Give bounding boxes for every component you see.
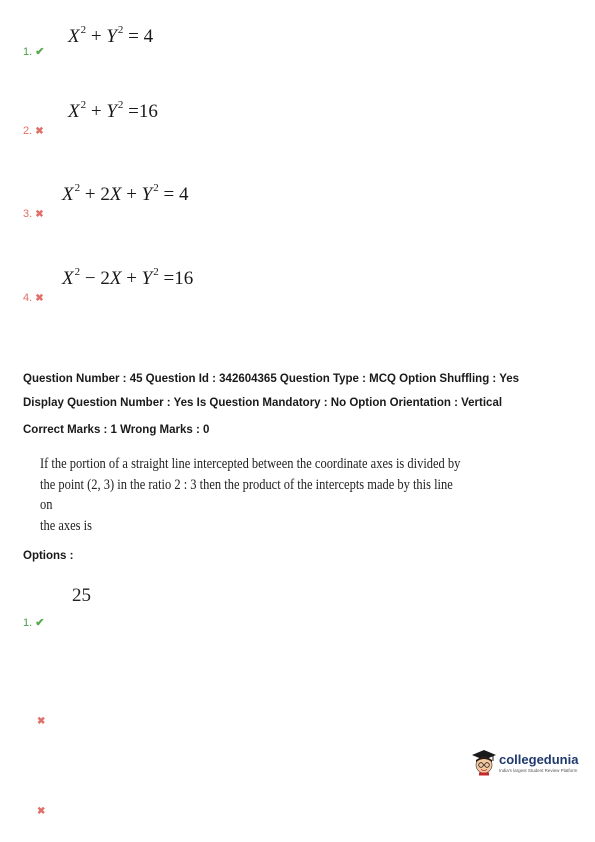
cross-icon: ✖ — [35, 125, 44, 137]
question-text — [40, 454, 461, 536]
prev-option-2-number: 2. ✖ — [23, 125, 44, 137]
option-1-number: 1. ✔ — [23, 616, 45, 629]
option-1-value: 25 — [72, 585, 91, 606]
cross-icon: ✖ — [35, 292, 44, 304]
prev-option-3-equation: $X^2 + 2X + Y^2 = 4$ — [62, 182, 189, 205]
question-line-3: the axes is — [40, 517, 92, 534]
question-meta-line-1: Question Number : 45 Question Id : 342604365 Question Type : MCQ Option Shuffling : Yes — [23, 373, 520, 385]
logo-name: collegedunia — [499, 751, 579, 767]
collegedunia-logo — [471, 748, 578, 776]
prev-option-4-equation: $X^2 - 2X + Y^2 =16$ — [62, 266, 194, 289]
prev-option-3-number: 3. ✖ — [23, 208, 44, 220]
prev-option-2-equation: $X^2 + Y^2 =16$ — [68, 99, 158, 122]
cross-icon: ✖ — [37, 716, 46, 727]
graduate-mascot-icon — [471, 748, 497, 776]
question-meta-line-3: Correct Marks : 1 Wrong Marks : 0 — [23, 424, 210, 436]
prev-option-4-number: 4. ✖ — [23, 292, 44, 304]
check-icon: ✔ — [35, 617, 45, 629]
question-line-2: the point (2, 3) in the ratio 2 : 3 then the product of the intercepts made by this line on — [40, 476, 453, 513]
question-line-1: If the portion of a straight line intercepted between the coordinate axes is divided by — [40, 456, 461, 472]
check-icon: ✔ — [35, 46, 45, 58]
option-3-mark — [37, 806, 45, 817]
prev-option-1-number: 1. ✔ — [23, 45, 45, 58]
prev-option-1-equation: $X^2 + Y^2 = 4$ — [68, 24, 154, 47]
option-2-mark — [37, 716, 45, 727]
logo-tagline: India's largest Student Review Platform — [499, 767, 578, 773]
cross-icon: ✖ — [37, 806, 46, 817]
cross-icon: ✖ — [35, 208, 44, 220]
options-label: Options : — [23, 550, 74, 562]
question-meta-line-2: Display Question Number : Yes Is Question Mandatory : No Option Orientation : Vertical — [23, 397, 503, 409]
